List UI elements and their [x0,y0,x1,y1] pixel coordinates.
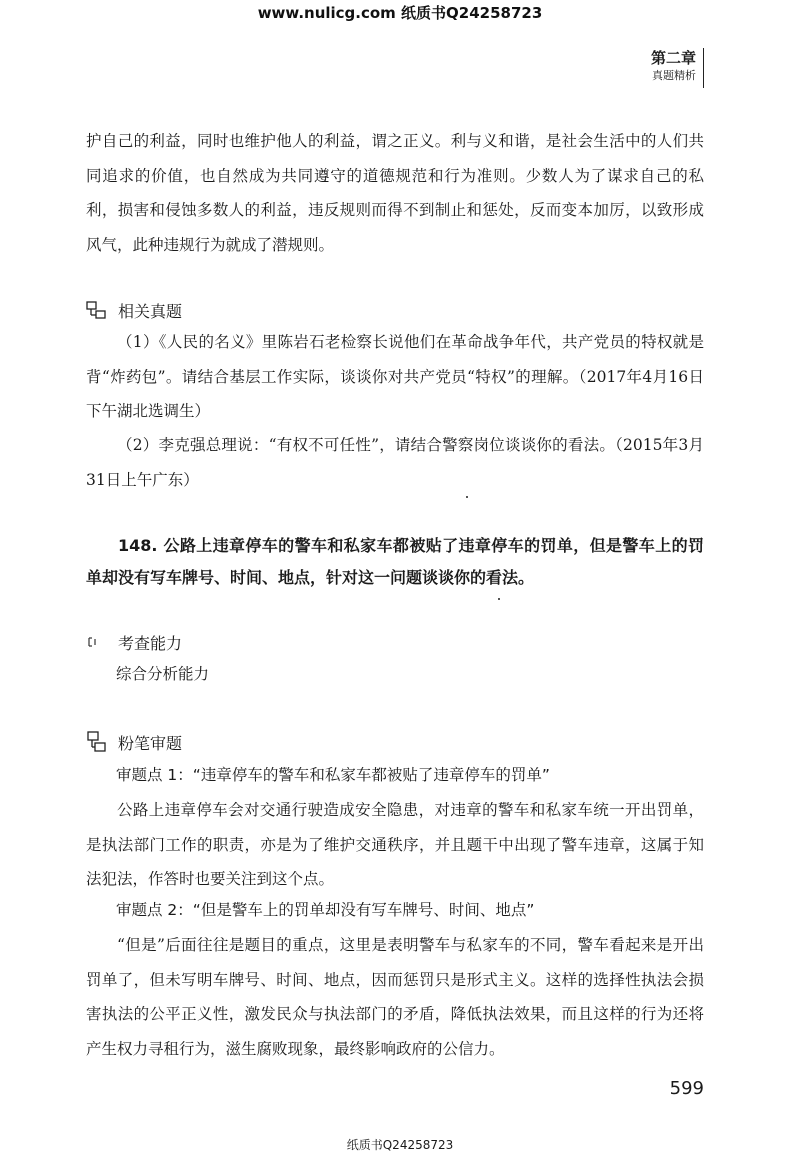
related-questions-heading [86,298,182,322]
related-questions-icon [86,299,108,321]
related-question-1: （1）《人民的名义》里陈岩石老检察长说他们在革命战争年代，共产党员的特权就是背“炸药包”。请结合基层工作实际，谈谈你对共产党员“特权”的理解。（2017年4月16日下午湖北选调生） [86,333,704,420]
scan-speck [466,496,468,498]
related-questions-title: 相关真题 [118,301,183,321]
header-divider [703,48,704,88]
ability-content: 综合分析能力 [116,665,210,683]
analysis-point-1-title: 审题点 1：“违章停车的警车和私家车都被贴了违章停车的罚单” [116,766,550,784]
analysis-icon [86,731,108,753]
scan-speck [498,598,500,600]
analysis-point-1-body: 公路上违章停车会对交通行驶造成安全隐患，对违章的警车和私家车统一开出罚单，是执法部门工作的职责，亦是为了维护交通秩序，并且题干中出现了警车违章，这属于知法犯法，作答时也要关注到这个点。 [86,801,704,888]
analysis-point-2-title: 审题点 2：“但是警车上的罚单却没有写车牌号、时间、地点” [116,901,535,919]
chapter-title: 第二章 [650,49,696,67]
chapter-subtitle: 真题精析 [652,69,696,82]
top-watermark: www.nulicg.com 纸质书Q24258723 [257,4,543,22]
analysis-heading [86,730,182,754]
ability-heading [86,630,182,654]
intro-paragraph: 护自己的利益，同时也维护他人的利益，谓之正义。利与义和谐，是社会生活中的人们共同追求的价值，也自然成为共同遵守的道德规范和行为准则。少数人为了谋求自己的私利，损害和侵蚀多数人的利益，违反规则而得不到制止和惩处，反而变本加厉，以致形成风气，此种违规行为就成了潜规则。 [86,132,704,254]
ability-icon [86,631,108,653]
related-question-2: （2）李克强总理说：“有权不可任性”，请结合警察岗位谈谈你的看法。（2015年3月31日上午广东） [86,436,704,489]
analysis-point-2-body: “但是”后面往往是题目的重点，这里是表明警车与私家车的不同，警车看起来是开出罚单了，但未写明车牌号、时间、地点，因而惩罚只是形式主义。这样的选择性执法会损害执法的公平正义性，激发民众与执法部门的矛盾，降低执法效果，而且这样的行为还将产生权力寻租行为，滋生腐败现象，最终影响政府的公信力。 [86,936,704,1058]
chapter-header [651,48,696,84]
page-number: 599 [669,1078,704,1099]
analysis-title: 粉笔审题 [118,733,183,753]
bottom-watermark: 纸质书Q24258723 [346,1138,454,1152]
ability-title: 考查能力 [118,633,183,653]
question-148: 148. 公路上违章停车的警车和私家车都被贴了违章停车的罚单，但是警车上的罚单却没有写车牌号、时间、地点，针对这一问题谈谈你的看法。 [86,536,704,587]
